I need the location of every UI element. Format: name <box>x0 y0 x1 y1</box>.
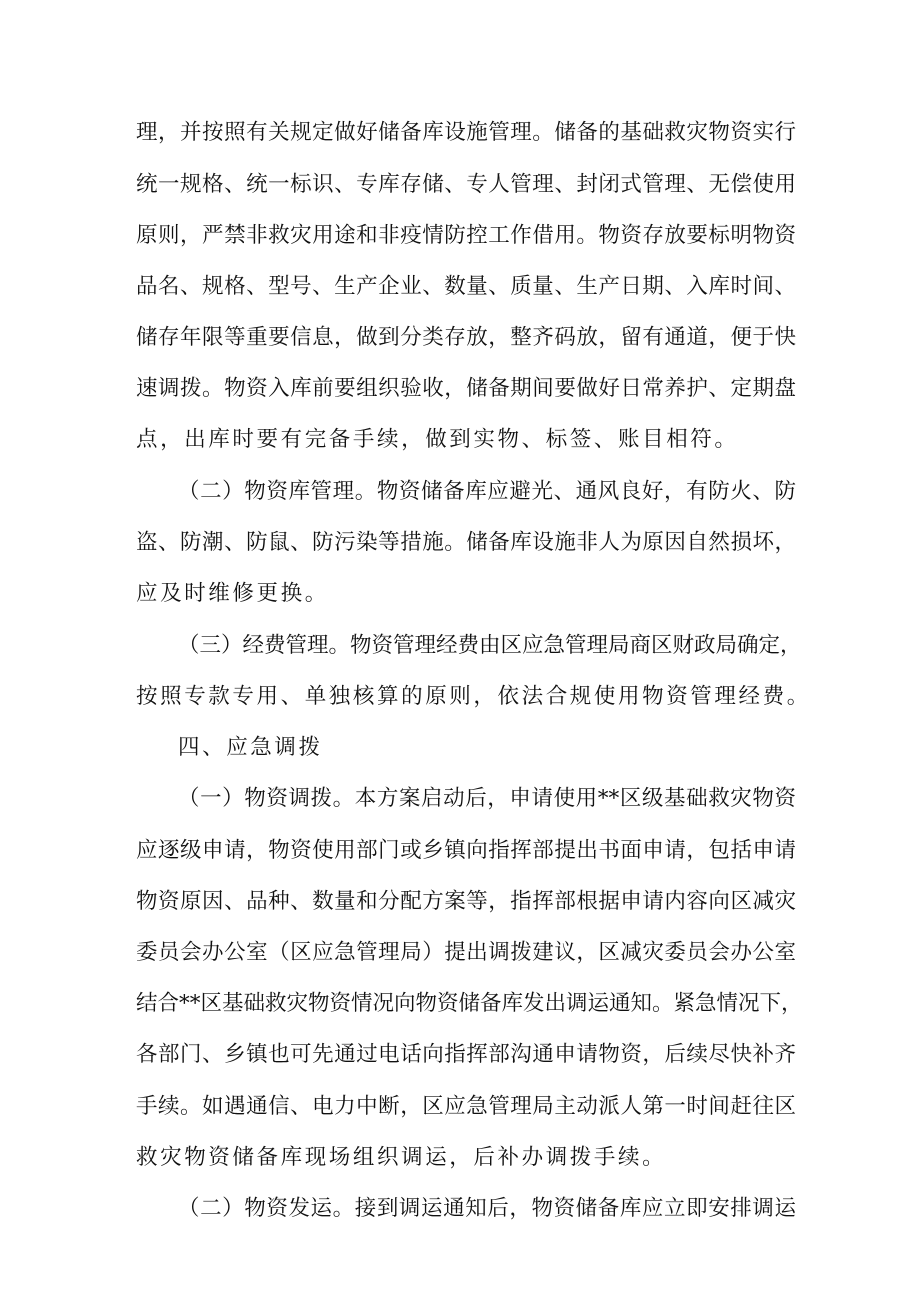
text-line: 手续。如遇通信、电力中断，区应急管理局主动派人第一时间赶往区 <box>136 1094 796 1119</box>
text-line: 救灾物资储备库现场组织调运，后补办调拨手续。 <box>136 1145 667 1170</box>
text-line: 应及时维修更换。 <box>136 581 329 606</box>
text-line: 各部门、乡镇也可先通过电话向指挥部沟通申请物资，后续尽快补齐 <box>136 1042 796 1067</box>
text-line: 委员会办公室（区应急管理局）提出调拨建议，区减灾委员会办公室 <box>136 940 796 965</box>
section-heading: 四、应急调拨 <box>178 735 323 760</box>
text-line: 储存年限等重要信息，做到分类存放，整齐码放，留有通道，便于快 <box>136 325 796 350</box>
text-line: 应逐级申请，物资使用部门或乡镇向指挥部提出书面申请，包括申请 <box>136 838 796 863</box>
text-line: 结合**区基础救灾物资情况向物资储备库发出调运通知。紧急情况下， <box>136 991 803 1016</box>
text-line: 品名、规格、型号、生产企业、数量、质量、生产日期、入库时间、 <box>136 274 796 299</box>
paragraph-heading-line: （三）经费管理。物资管理经费由区应急管理局商区财政局确定， <box>178 633 802 658</box>
text-line: 理，并按照有关规定做好储备库设施管理。储备的基础救灾物资实行 <box>136 120 796 145</box>
text-line: 盗、防潮、防鼠、防污染等措施。储备库设施非人为原因自然损坏， <box>136 530 796 555</box>
text-line: 统一规格、统一标识、专库存储、专人管理、封闭式管理、无偿使用 <box>136 172 796 197</box>
text-line: 速调拨。物资入库前要组织验收，储备期间要做好日常养护、定期盘 <box>136 376 796 401</box>
text-line: 按照专款专用、单独核算的原则，依法合规使用物资管理经费。 <box>136 684 811 709</box>
text-line: 原则，严禁非救灾用途和非疫情防控工作借用。物资存放要标明物资 <box>136 223 796 248</box>
paragraph-heading-line: （一）物资调拨。本方案启动后，申请使用**区级基础救灾物资 <box>178 786 796 811</box>
paragraph-heading-line: （二）物资发运。接到调运通知后，物资储备库应立即安排调运 <box>178 1196 796 1221</box>
text-line: 点，出库时要有完备手续，做到实物、标签、账目相符。 <box>136 427 739 452</box>
text-line: 物资原因、品种、数量和分配方案等，指挥部根据申请内容向区减灾 <box>136 889 796 914</box>
paragraph-heading-line: （二）物资库管理。物资储备库应避光、通风良好，有防火、防 <box>178 479 796 504</box>
